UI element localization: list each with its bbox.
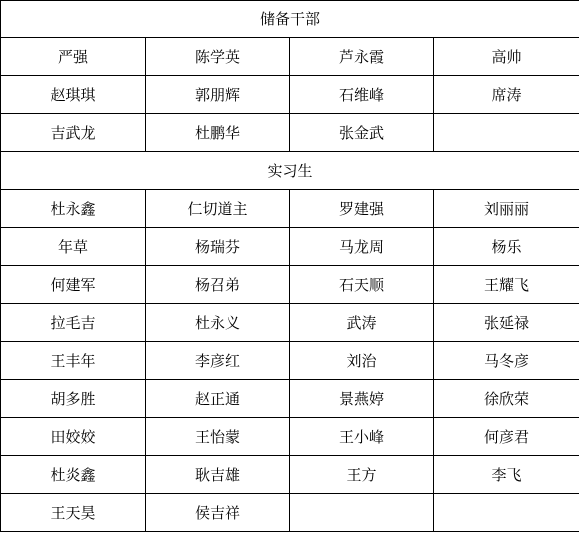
name-cell: 王耀飞 [434,266,579,304]
table-row [1,38,579,76]
name-cell: 武涛 [290,304,434,342]
table-row [1,494,579,532]
name-cell: 杜鹏华 [146,114,290,152]
name-cell: 席涛 [434,76,579,114]
name-cell: 石天顺 [290,266,434,304]
name-cell: 杜炎鑫 [1,456,146,494]
table-row [1,76,579,114]
name-cell: 赵琪琪 [1,76,146,114]
table-row [1,114,579,152]
name-cell: 年草 [1,228,146,266]
name-cell: 王方 [290,456,434,494]
name-cell: 何建军 [1,266,146,304]
name-cell: 赵正通 [146,380,290,418]
section-title: 实习生 [1,152,579,190]
section-title: 储备干部 [1,1,579,38]
roster-body [1,1,579,532]
name-cell: 杜永鑫 [1,190,146,228]
name-cell: 景燕婷 [290,380,434,418]
name-cell: 高帅 [434,38,579,76]
name-cell: 侯吉祥 [146,494,290,532]
name-cell: 张金武 [290,114,434,152]
name-cell: 李彦红 [146,342,290,380]
name-cell: 耿吉雄 [146,456,290,494]
name-cell: 杨瑞芬 [146,228,290,266]
name-cell: 胡多胜 [1,380,146,418]
table-row [1,190,579,228]
name-cell: 马龙周 [290,228,434,266]
name-cell: 严强 [1,38,146,76]
table-row [1,380,579,418]
table-row [1,456,579,494]
name-cell: 马冬彦 [434,342,579,380]
name-cell: 拉毛吉 [1,304,146,342]
table-row [1,266,579,304]
table-row [1,342,579,380]
name-cell: 罗建强 [290,190,434,228]
name-cell: 刘丽丽 [434,190,579,228]
name-cell: 徐欣荣 [434,380,579,418]
table-row [1,304,579,342]
name-cell [290,494,434,532]
name-cell: 杨乐 [434,228,579,266]
name-cell: 何彦君 [434,418,579,456]
name-cell: 张延禄 [434,304,579,342]
name-cell: 杨召弟 [146,266,290,304]
name-cell: 吉武龙 [1,114,146,152]
name-cell: 芦永霞 [290,38,434,76]
name-cell: 王天昊 [1,494,146,532]
table-row [1,418,579,456]
name-cell: 王怡蒙 [146,418,290,456]
name-cell: 李飞 [434,456,579,494]
name-cell: 仁切道主 [146,190,290,228]
name-cell: 石维峰 [290,76,434,114]
name-cell [434,114,579,152]
table-row [1,228,579,266]
name-cell: 田姣姣 [1,418,146,456]
name-cell: 陈学英 [146,38,290,76]
name-cell: 杜永义 [146,304,290,342]
name-cell: 王小峰 [290,418,434,456]
name-cell: 王丰年 [1,342,146,380]
section-header-row [1,1,579,38]
section-header-row [1,152,579,190]
name-cell [434,494,579,532]
name-cell: 刘治 [290,342,434,380]
name-cell: 郭朋辉 [146,76,290,114]
